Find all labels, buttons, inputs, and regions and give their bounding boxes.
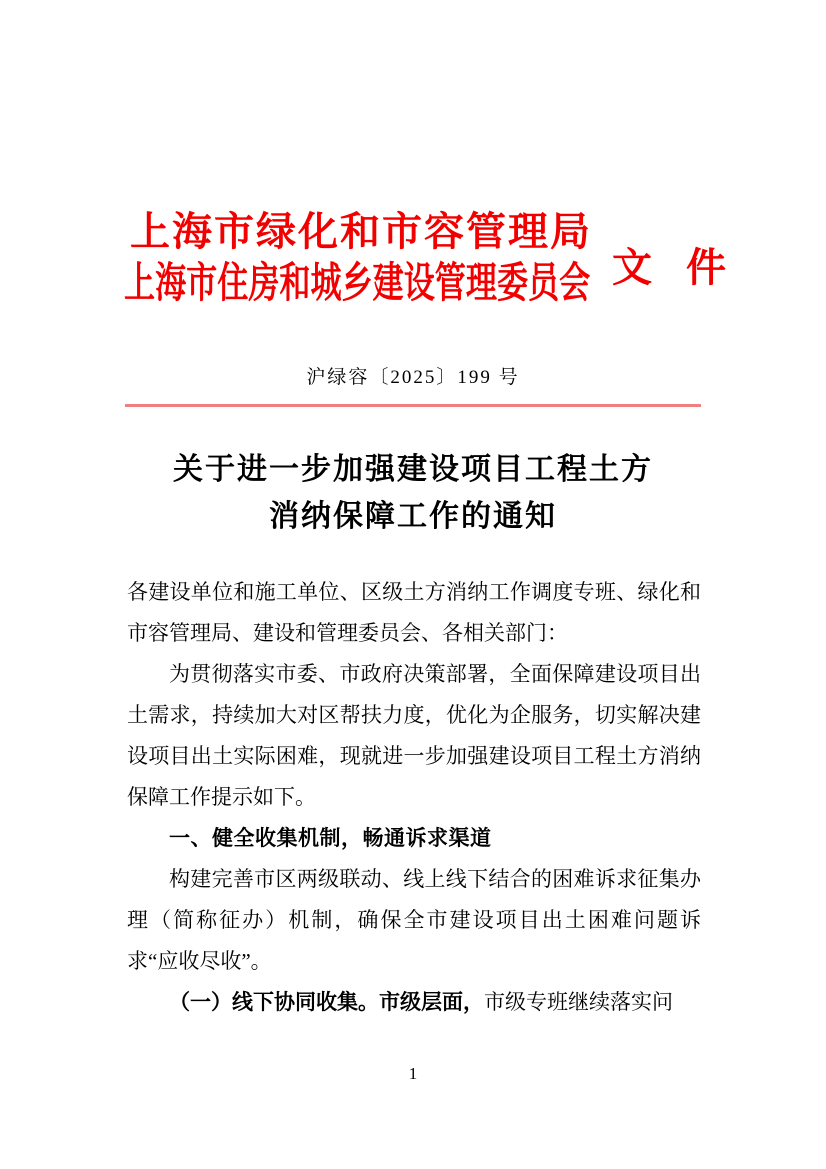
document-title [0, 446, 826, 540]
document-title-line-2: 消纳保障工作的通知 [269, 500, 557, 533]
issuer-name-secondary-wrap [124, 258, 598, 319]
paragraph-opening: 为贯彻落实市委、市政府决策部署，全面保障建设项目出土需求，持续加大对区帮扶力度，优化为企服务，切实解决建设项目出土实际困难，现就进一步加强建设项目工程土方消纳保障工作提示如下。 [127, 662, 701, 809]
page-number: 1 [408, 1064, 418, 1083]
salutation: 各建设单位和施工单位、区级土方消纳工作调度专班、绿化和市容管理局、建设和管理委员会、各相关部门： [127, 580, 701, 645]
issuer-names [124, 206, 598, 319]
issuer-name-primary: 上海市绿化和市容管理局 [130, 209, 592, 254]
document-body [127, 572, 701, 1023]
document-title-line-1: 关于进一步加强建设项目工程土方 [173, 453, 653, 486]
paragraph-offline-collection [127, 982, 701, 1023]
header-divider-rule [125, 404, 701, 407]
issuer-name-secondary: 上海市住房和城乡建设管理委员会 [124, 261, 591, 307]
paragraph-mechanism: 构建完善市区两级联动、线上线下结合的困难诉求征集办理（简称征办）机制，确保全市建设项目出土困难问题诉求“应收尽收”。 [127, 867, 701, 973]
doc-number: 沪绿容〔2025〕199 号 [306, 367, 520, 388]
section-1-heading: 一、健全收集机制，畅通诉求渠道 [169, 827, 492, 850]
paragraph-offline-rest: 市级专班继续落实问 [484, 990, 673, 1014]
paragraph-offline-lead-bold: （一）线下协同收集。市级层面， [169, 990, 484, 1014]
document-letterhead [124, 206, 738, 319]
doc-type-label: 文 件 [612, 245, 738, 290]
